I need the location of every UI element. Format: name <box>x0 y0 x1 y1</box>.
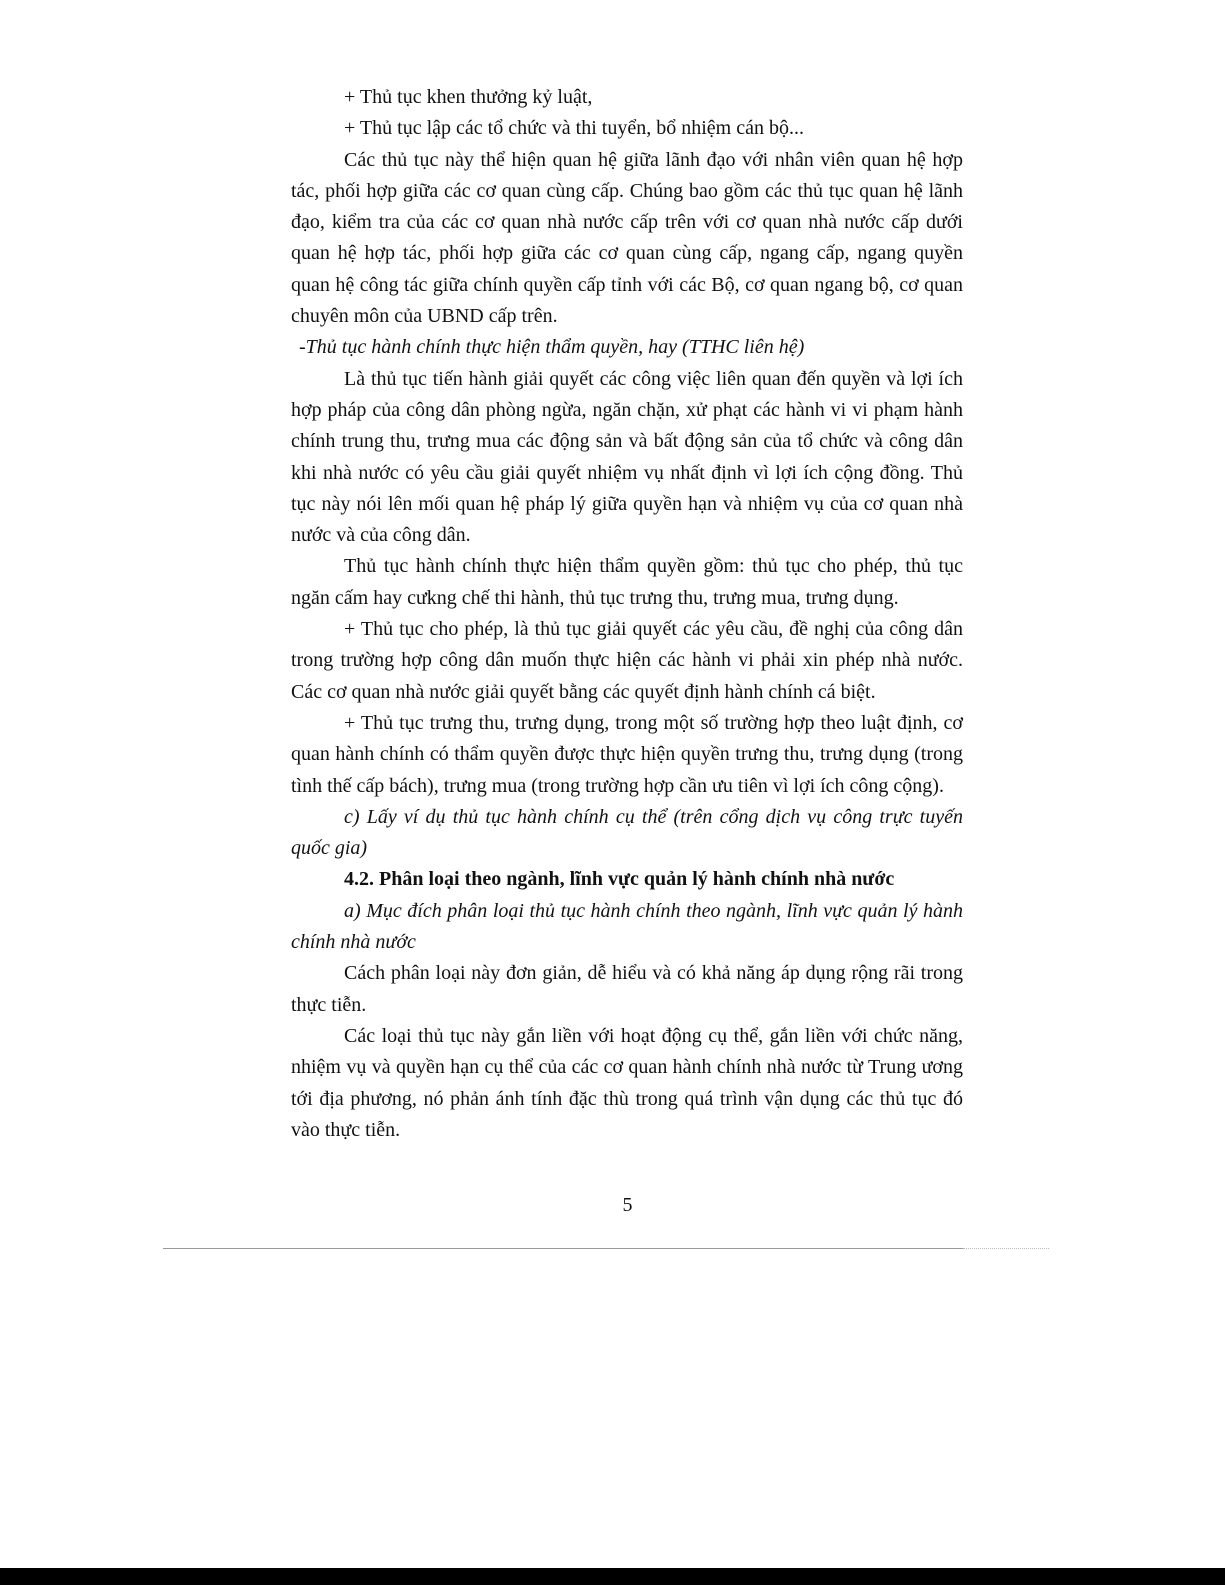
paragraph-giai-quyet: Là thủ tục tiến hành giải quyết các công việc liên quan đến quyền và lợi ích hợp pháp của công dân phòng ngừa, ngăn chặn, xử phạt các hành vi vi phạm hành chính trung thu, trưng mua các động sản và bất động sản của tổ chức và công dân khi nhà nước có yêu cầu giải quyết nhiệm vụ nhất định vì lợi ích cộng đồng. Thủ tục này nói lên mối quan hệ pháp lý giữa quyền hạn và nhiệm vụ của cơ quan nhà nước và của công dân. <box>291 367 963 547</box>
paragraph-quan-he: Các thủ tục này thể hiện quan hệ giữa lãnh đạo với nhân viên quan hệ hợp tác, phối hợp giữa các cơ quan cùng cấp. Chúng bao gồm các thủ tục quan hệ lãnh đạo, kiểm tra của các cơ quan nhà nước cấp trên với cơ quan nhà nước cấp dưới quan hệ hợp tác, phối hợp giữa các cơ quan cùng cấp, ngang cấp, ngang quyền quan hệ công tác giữa chính quyền cấp tỉnh với các Bộ, cơ quan ngang bộ, cơ quan chuyên môn của UBND cấp trên. <box>291 148 963 328</box>
page-divider <box>163 1248 963 1249</box>
page-divider-dotted <box>963 1248 1049 1249</box>
subheading-tthc-lien-he: -Thủ tục hành chính thực hiện thẩm quyền, hay (TTHC liên hệ) <box>299 336 805 359</box>
list-item-lap-to-chuc: + Thủ tục lập các tổ chức và thi tuyển, bổ nhiệm cán bộ... <box>344 117 804 140</box>
page-number: 5 <box>622 1194 633 1216</box>
list-item-trung-thu: + Thủ tục trưng thu, trưng dụng, trong một số trường hợp theo luật định, cơ quan hành chính có thẩm quyền được thực hiện quyền trưng thu, trưng dụng (trong tình thế cấp bách), trưng mua (trong trường hợp cần ưu tiên vì lợi ích công cộng). <box>291 711 963 797</box>
section-heading-4-2: 4.2. Phân loại theo ngành, lĩnh vực quản lý hành chính nhà nước <box>344 868 895 891</box>
list-item-cho-phep: + Thủ tục cho phép, là thủ tục giải quyết các yêu cầu, đề nghị của công dân trong trường hợp công dân muốn thực hiện các hành vi phải xin phép nhà nước. Các cơ quan nhà nước giải quyết bằng các quyết định hành chính cá biệt. <box>291 618 963 703</box>
subheading-vi-du: c) Lấy ví dụ thủ tục hành chính cụ thể (trên cổng dịch vụ công trực tuyến quốc gia) <box>291 805 963 860</box>
paragraph-don-gian: Cách phân loại này đơn giản, dễ hiểu và có khả năng áp dụng rộng rãi trong thực tiễn. <box>291 962 963 1016</box>
paragraph-tham-quyen-gom: Thủ tục hành chính thực hiện thẩm quyền gồm: thủ tục cho phép, thủ tục ngăn cấm hay cưkng chế thi hành, thủ tục trưng thu, trưng mua, trưng dụng. <box>291 555 963 609</box>
list-item-khen-thuong: + Thủ tục khen thưởng kỷ luật, <box>344 86 593 108</box>
page-body <box>291 82 963 1146</box>
bottom-edge-bar <box>0 1568 1225 1585</box>
paragraph-gan-lien: Các loại thủ tục này gắn liền với hoạt động cụ thể, gắn liền với chức năng, nhiệm vụ và quyền hạn cụ thể của các cơ quan hành chính nhà nước từ Trung ương tới địa phương, nó phản ánh tính đặc thù trong quá trình vận dụng các thủ tục đó vào thực tiễn. <box>291 1024 963 1141</box>
subheading-muc-dich: a) Mục đích phân loại thủ tục hành chính theo ngành, lĩnh vực quản lý hành chính nhà nước <box>291 899 963 954</box>
